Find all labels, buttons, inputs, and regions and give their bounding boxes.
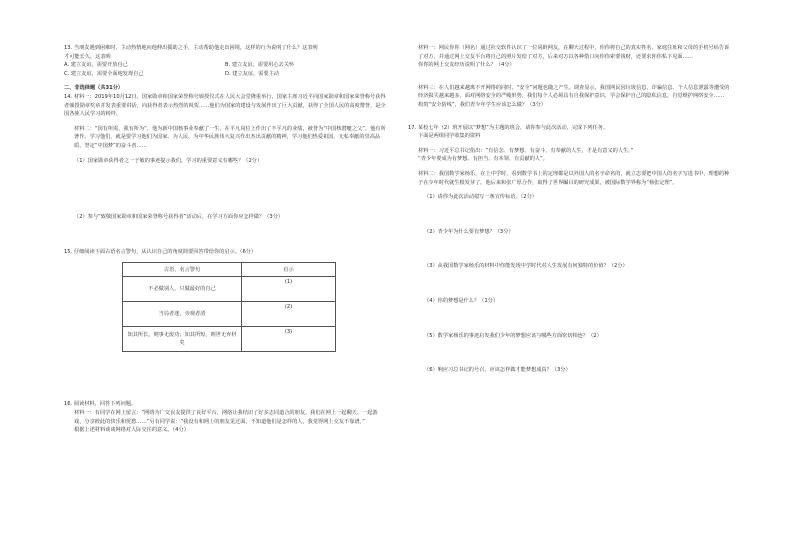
q17-sub-3: （3）从我国数学家杨乐的材料中你能发现中学时代对人生发展有何独特的价值？（2分） (424, 263, 628, 270)
q17-intro: 下面是两组同学收集的资料 (418, 133, 481, 140)
section-2-heading: 二、非选择题（共31分） (64, 85, 124, 92)
q15-saying-1: 不必做别人，只做最好的自己 (123, 277, 242, 302)
q15-saying-2: 当局者迷，旁观者清 (123, 302, 242, 327)
right-material-1: 材料一：网民你你（网名）通过社交软件认识了一位同龄网友，在聊天过程中，你你将自己的真实姓名、家庭住址和父母的手机号码告诉了对方，并通过网上交友平台将自己的照片发给了对方，后来对方以各种借口向你你索要钱财，还要求你你私下见面…… (418, 45, 730, 60)
q15-answer-2: (2) (242, 302, 336, 327)
q17-stem: 17. 某校七年（2）班开展以“梦想”为主题的班会，请你参与此次活动，完成下列任务。 (408, 124, 609, 131)
q13-option-a: A. 建立友谊，需要开放自己 (64, 62, 128, 69)
q13-options (64, 61, 386, 78)
q15-table-header (123, 263, 336, 277)
q13-stem: 13. 当朋友遇到困难时，主动热情地向他伸出援助之手，主动帮助他走出困境，这样的行为说明了什么？这表明 (64, 45, 318, 51)
q13-option-d: D. 建立友谊，需要主动 (225, 70, 279, 77)
q17-material-1-cont: “青少年要成为有梦想、有担当、有本领、有贡献的人”。 (418, 156, 548, 163)
right-column (408, 44, 734, 375)
right-material-1-question: 你你的网上交友经历说明了什么？（4分） (418, 62, 515, 69)
table-row (123, 302, 336, 327)
q17-material-1: 材料一：习近平总书记指出：“有信念、有梦想、有奋斗、有奉献的人生，才是有意义的人生。” (418, 147, 634, 154)
q15-saying-3: 知其所长，则事无废功；知其所短，则世无弃材矣 (123, 327, 242, 352)
q14-sub-1: （1）国家勋章获得者之一于敏的事迹提示我们，学习的重要意义有哪些？（2分） (74, 157, 263, 164)
q14-material-2: 材料二：“国有所需，我有所为”，他为新中国核事业奉献了一生，在平凡岗位上作出了不平凡的业绩，被誉为“中国核潜艇之父”。他有所著作。学习他们，就是要学习他们为国家、为人民、为中华民族伟大复兴作出杰出贡献的精神，学习他们热爱祖国、无私奉献的崇高品质，坚定“中国梦”的奋斗者…… (74, 125, 386, 149)
q13-option-c: C. 建立友谊，需要全面地发现自己 (64, 70, 144, 77)
q17-sub-4: （4）你的梦想是什么？（1分） (424, 297, 499, 304)
q13-option-b: B. 建立友谊，需要用心去关怀 (225, 62, 295, 69)
right-material-3: 材料三：在人们越来越离不开网络的同时，“安全”问题也随之产生。调查显示，我国网民因垃圾信息、诈骗信息、个人信息泄露等遭受的经济损失越来越多。面对网络安全的严峻形势，我们每个人必须具有自我保护意识，学会保护自己的隐私信息，自觉维护网络安全…… (418, 84, 730, 100)
q15-answer-1: (1) (242, 277, 336, 302)
q15-table (122, 262, 336, 352)
q17-sub-6: （6）响应习总书记的号召，应该怎样做才能梦想成真？（3分） (424, 367, 571, 374)
q15-header-saying: 古语、名言警句 (123, 263, 242, 277)
q17-sub-5: （5）数学家杨乐的事迹启发我们少年的梦想应该与哪些方面密切相连？（2） (424, 332, 602, 339)
q14-material-1: 14. 材料一：2019年10月12日，国家勋章和国家荣誉称号颁授仪式在人民大会堂隆重举行，国家主席习近平向国家勋章和国家荣誉称号获得者颁授勋章奖章并发表重要讲话，向获得者表示热烈的祝贺……他们为国家的建设与发展作出了巨大贡献，获得了全国人民的高度赞誉，是全国各族人民学习的榜样。 (64, 93, 386, 118)
q17-sub-1: （1）请你为此次活动拟写一条宣传标语。（2分） (424, 194, 537, 201)
q16-sub: 根据上述材料谈谈网络对人际交往的意义。（4分） (74, 427, 189, 434)
q17-material-2: 材料二：我国数学家杨乐，在上中学时，看到数学书上的定理都是以外国人的名字命名的，就立志要把中国人的名字写进书中，理想的种子在少年时代就生根发芽了。他后来和张广厚合作，取得了世界瞩目的研究成果，被国际数学界称为“杨张定理”。 (418, 170, 730, 186)
left-column (64, 44, 386, 435)
q15-answer-3: (3) (242, 327, 336, 352)
table-row (123, 327, 336, 352)
right-material-3-question: 构筑“安全防线”，我们青少年学生应该怎么做？（3分） (418, 101, 546, 108)
q13-stem-cont: 才可能长久，这表明 (64, 53, 111, 60)
q14-sub-2: （2）参与“致敬国家勋章和国家荣誉称号获得者”活动后，在学习方面你应怎样做？（3分） (74, 214, 284, 221)
q16-stem: 16. 阅读材料，回答下列问题。 (64, 401, 137, 408)
q17-sub-2: （2）青少年为什么要有梦想？（3分） (424, 228, 514, 235)
q16-material-1: 材料一：有同学在网上留言：“网络为广交良友提供了良好平台，网络让我结识了好多志同道合的朋友。我们在网上一起聊天、一起游戏，分享彼此的快乐和忧愁……”另有同学说：“我没有和网上的朋友见过面，不知道他们是怎样的人，我觉得网上交友不靠谱。” (74, 409, 378, 425)
q15-stem: 15. 仔细阅读下面古语名言警句，从认识自己的角度简要回答带给你的启示。（6分） (64, 248, 257, 255)
q15-header-insight: 启示 (242, 263, 336, 277)
table-row (123, 277, 336, 302)
